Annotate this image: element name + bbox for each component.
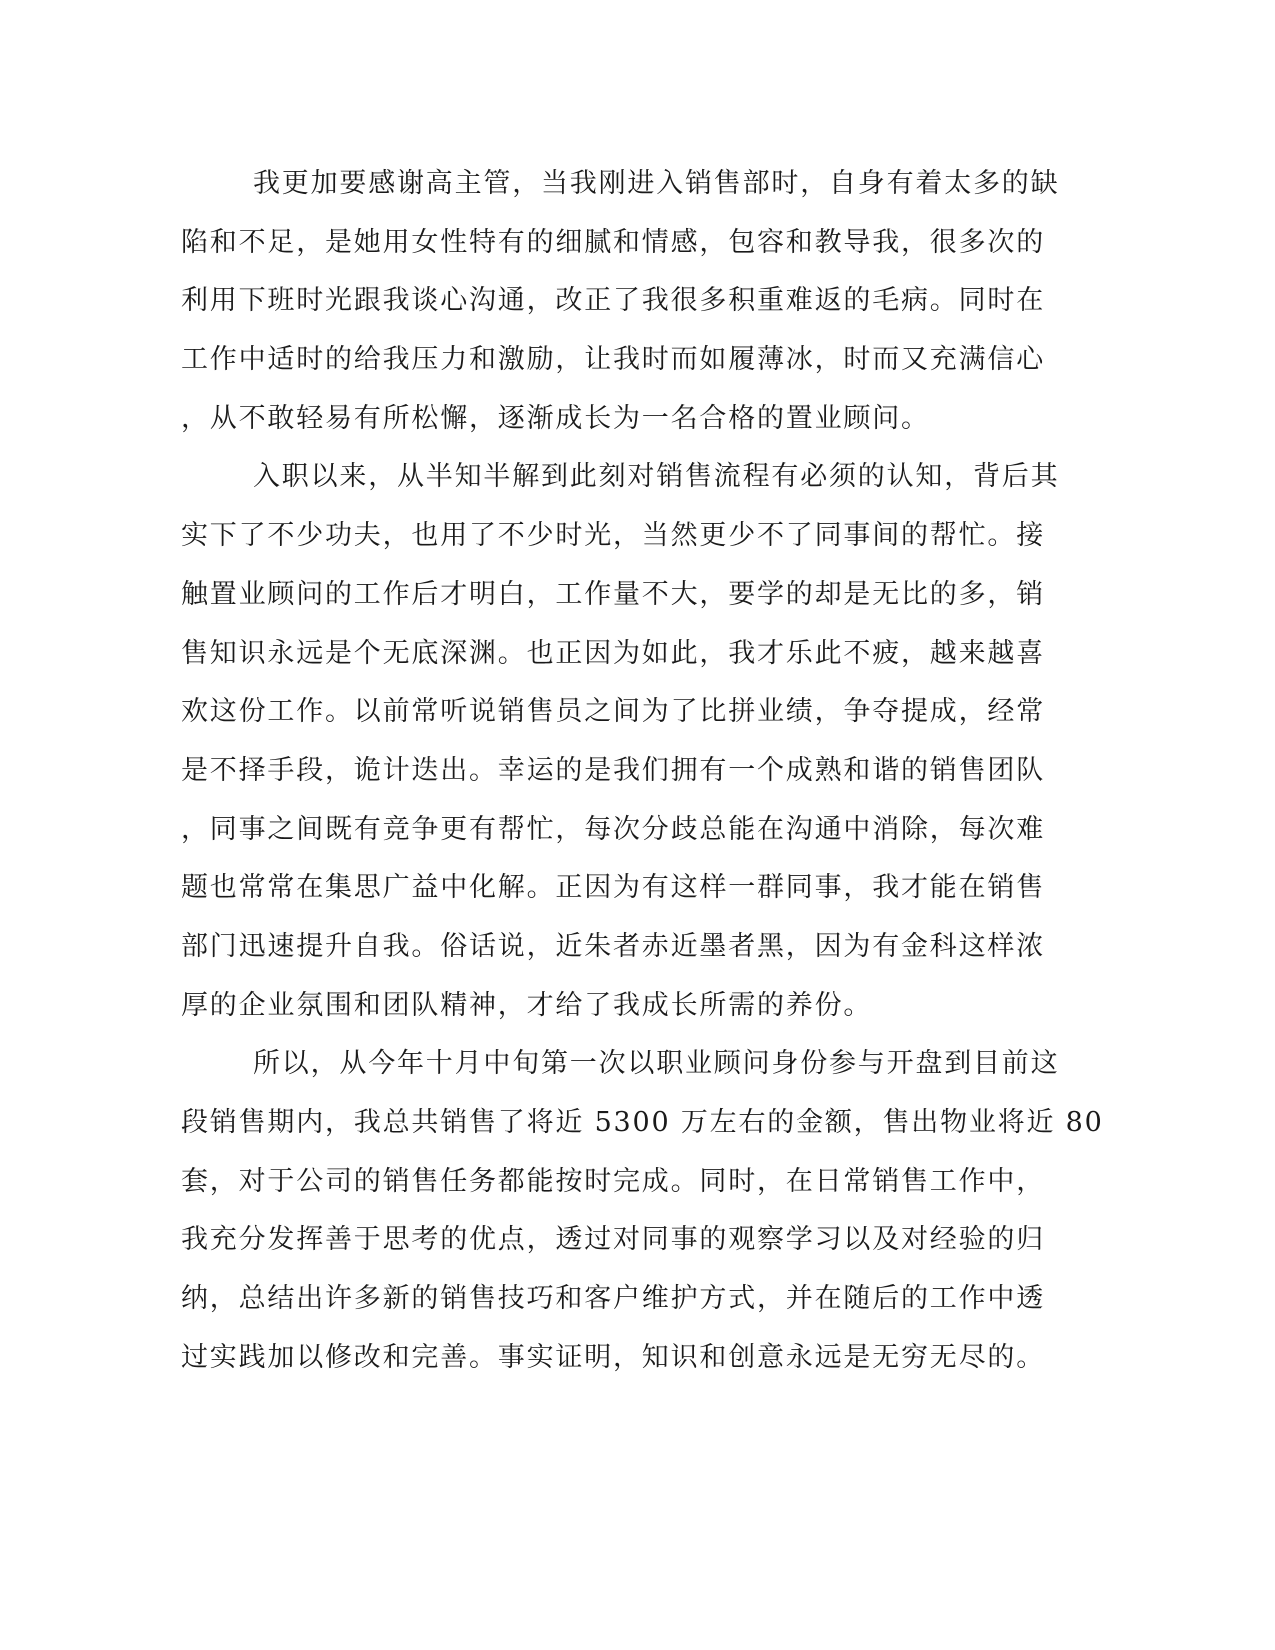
paragraph-3-line-2: 段销售期内，我总共销售了将近 5300 万左右的金额，售出物业将近 80 (181, 1107, 1104, 1138)
paragraph-3-line-4: 我充分发挥善于思考的优点，透过对同事的观察学习以及对经验的归 (181, 1224, 1045, 1256)
document-body (181, 155, 1104, 1387)
paragraph-3-line-1: 所以，从今年十月中旬第一次以职业顾问身份参与开盘到目前这 (253, 1048, 1060, 1080)
paragraph-3-line-6: 过实践加以修改和完善。事实证明，知识和创意永远是无穷无尽的。 (181, 1341, 1045, 1373)
paragraph-2-line-2: 实下了不少功夫，也用了不少时光，当然更少不了同事间的帮忙。接 (181, 520, 1045, 552)
paragraph-1-line-2: 陷和不足，是她用女性特有的细腻和情感，包容和教导我，很多次的 (181, 226, 1045, 258)
paragraph-1-line-4: 工作中适时的给我压力和激励，让我时而如履薄冰，时而又充满信心 (181, 344, 1045, 376)
paragraph-2-line-10: 厚的企业氛围和团队精神，才给了我成长所需的养份。 (181, 989, 873, 1021)
paragraph-2-line-6: 是不择手段，诡计迭出。幸运的是我们拥有一个成熟和谐的销售团队 (181, 754, 1045, 786)
paragraph-1-line-3: 利用下班时光跟我谈心沟通，改正了我很多积重难返的毛病。同时在 (181, 285, 1045, 317)
paragraph-3-line-3: 套，对于公司的销售任务都能按时完成。同时，在日常销售工作中， (181, 1165, 1045, 1197)
paragraph-2-line-3: 触置业顾问的工作后才明白，工作量不大，要学的却是无比的多，销 (181, 578, 1045, 610)
paragraph-2-line-7: ，同事之间既有竞争更有帮忙，每次分歧总能在沟通中消除，每次难 (181, 813, 1045, 845)
paragraph-3-line-5: 纳，总结出许多新的销售技巧和客户维护方式，并在随后的工作中透 (181, 1283, 1045, 1315)
paragraph-2-line-8: 题也常常在集思广益中化解。正因为有这样一群同事，我才能在销售 (181, 872, 1045, 904)
paragraph-2-line-5: 欢这份工作。以前常听说销售员之间为了比拼业绩，争夺提成，经常 (181, 696, 1045, 728)
paragraph-1-line-5: ，从不敢轻易有所松懈，逐渐成长为一名合格的置业顾问。 (181, 402, 930, 434)
paragraph-1-line-1: 我更加要感谢高主管，当我刚进入销售部时，自身有着太多的缺 (253, 168, 1060, 199)
paragraph-2-line-9: 部门迅速提升自我。俗话说，近朱者赤近墨者黑，因为有金科这样浓 (181, 930, 1045, 962)
paragraph-2-line-4: 售知识永远是个无底深渊。也正因为如此，我才乐此不疲，越来越喜 (181, 637, 1045, 669)
paragraph-2-line-1: 入职以来，从半知半解到此刻对销售流程有必须的认知，背后其 (253, 461, 1060, 493)
